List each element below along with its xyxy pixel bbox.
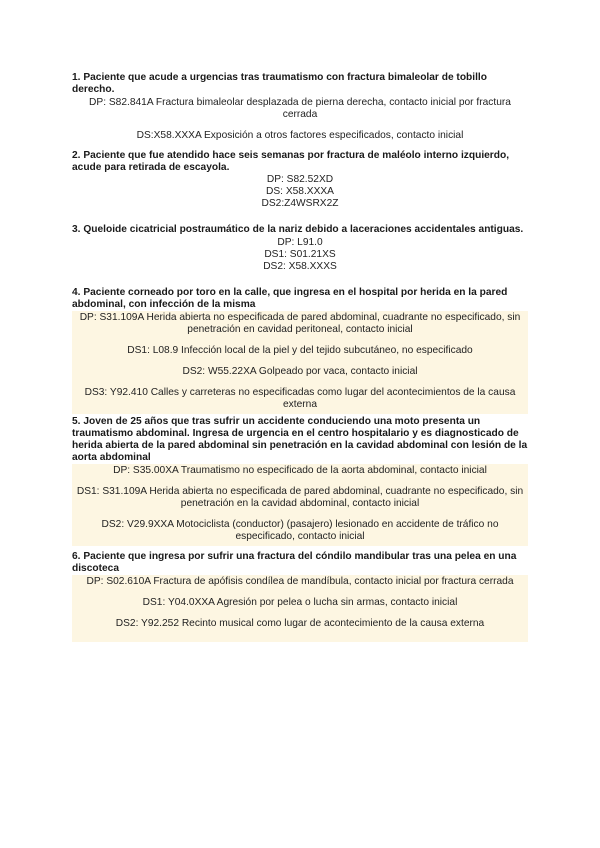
code-line-ds2: DS2: X58.XXXS [263,261,337,272]
code-line-ds2: DS2: Y92.252 Recinto musical como lugar de acontecimiento de la causa externa [115,618,485,629]
case-codes-highlighted [72,575,528,642]
code-line-dp: DP: S31.109A Herida abierta no especificada de pared abdominal, cuadrante no especificado, sin penetración en cavidad peritoneal, contacto inicial [79,312,521,335]
case-1 [72,72,528,142]
code-line-ds: DS:X58.XXXA Exposición a otros factores especificados, contacto inicial [136,130,464,141]
case-title: 3. Queloide cicatricial postraumático de la nariz debido a laceraciones accidentales antiguas. [72,224,524,235]
code-line-ds1: DS1: S01.21XS [264,249,336,260]
case-codes [72,96,528,142]
code-line-ds2: DS2: W55.22XA Golpeado por vaca, contacto inicial [182,366,418,377]
code-line-ds1: DS1: S31.109A Herida abierta no especificada de pared abdominal, cuadrante no especificado, sin penetración en la cavidad abdominal, contacto inicial [76,486,524,509]
case-3 [72,224,528,273]
case-title: 6. Paciente que ingresa por sufrir una fractura del cóndilo mandibular tras una pelea en una discoteca [72,551,517,574]
case-codes-highlighted [72,311,528,414]
case-codes [72,236,528,273]
code-line-dp: DP: S82.841A Fractura bimaleolar desplazada de pierna derecha, contacto inicial por fractura cerrada [89,97,511,120]
case-title: 5. Joven de 25 años que tras sufrir un accidente conduciendo una moto presenta un traumatismo abdominal. Ingresa de urgencia en el centro hospitalario y es diagnosticado de herida abierta de la pared abdominal sin penetración en la cavidad abdominal con lesión de la aorta abdominal [72,416,528,463]
case-6 [72,551,528,642]
code-line-ds: DS: X58.XXXA [266,186,334,197]
code-line-dp: DP: L91.0 [277,237,323,248]
code-line-ds1: DS1: Y04.0XXA Agresión por pelea o lucha sin armas, contacto inicial [142,597,458,608]
code-line-ds1: DS1: L08.9 Infección local de la piel y del tejido subcutáneo, no especificado [127,345,473,356]
code-line-ds2: DS2: V29.9XXA Motociclista (conductor) (pasajero) lesionado en accidente de tráfico no especificado, contacto inicial [101,519,499,542]
case-2 [72,150,528,210]
case-title: 1. Paciente que acude a urgencias tras traumatismo con fractura bimaleolar de tobillo derecho. [72,72,487,95]
code-line-ds2: DS2:Z4WSRX2Z [261,198,339,209]
code-line-ds3: DS3: Y92.410 Calles y carreteras no especificadas como lugar del acontecimientos de la causa externa [84,387,516,410]
code-line-dp: DP: S82.52XD [266,174,334,185]
document-page [72,72,528,642]
case-4 [72,287,528,414]
case-5 [72,416,528,546]
code-line-dp: DP: S35.00XA Traumatismo no especificado de la aorta abdominal, contacto inicial [113,465,487,476]
case-codes [72,174,528,210]
case-codes-highlighted [72,464,528,546]
case-title: 4. Paciente corneado por toro en la calle, que ingresa en el hospital por herida en la pared abdominal, con infección de la misma [72,287,508,310]
case-title: 2. Paciente que fue atendido hace seis semanas por fractura de maléolo interno izquierdo, acude para retirada de escayola. [72,150,510,173]
code-line-dp: DP: S02.610A Fractura de apófisis condílea de mandíbula, contacto inicial por fractura cerrada [86,576,514,587]
